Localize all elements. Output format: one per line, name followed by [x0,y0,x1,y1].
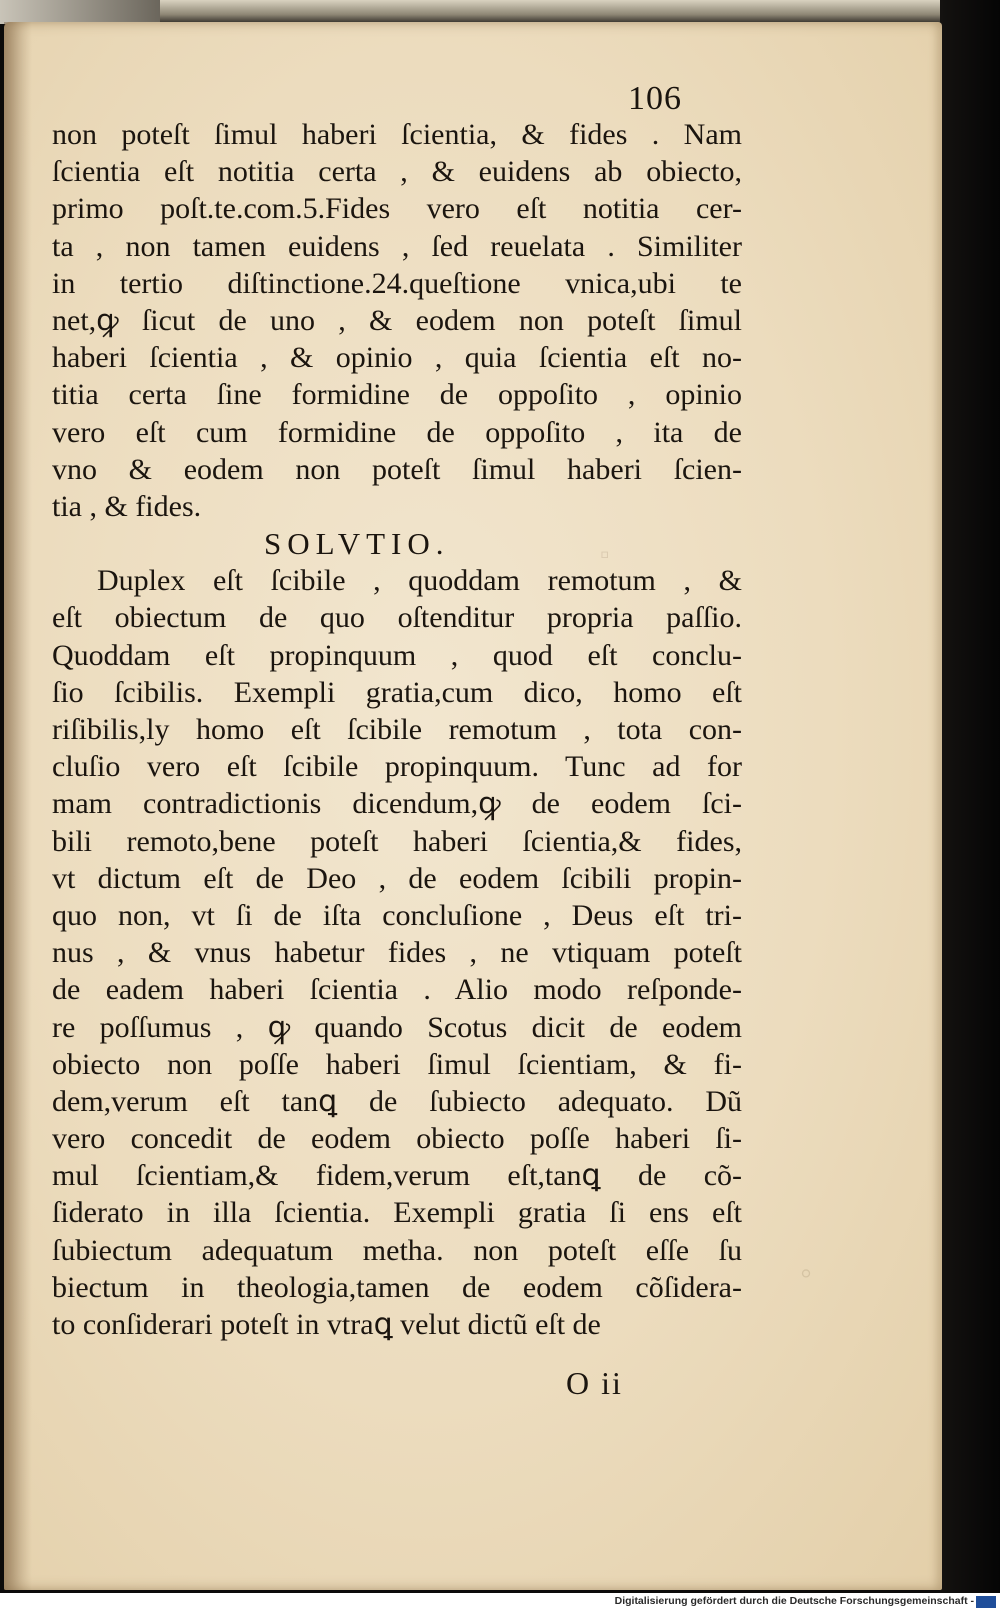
text-line: ſiderato in illa ſcientia. Exempli gratia ſi ens eſt [52,1196,742,1230]
text-line: to conſiderari poteſt in vtraꝗ velut dictũ eſt de [52,1308,601,1341]
text-line: vt dictum eſt de Deo , de eodem ſcibili propin- [52,861,742,895]
scan-right-background [940,0,1000,1611]
footer-credit: Digitalisierung gefördert durch die Deutsche Forschungsgemeinschaft - [614,1595,974,1607]
page-gutter-shadow [4,22,32,1590]
section-heading: SOLVTIO. [264,526,450,562]
text-line: vero concedit de eodem obiecto poſſe haberi ſi- [52,1122,742,1156]
scan-top-left-strip [0,0,160,24]
text-line: in tertio diſtinctione.24.queſtione vnica,ubi te [52,266,742,300]
text-line: mam contradictionis dicendum,ꝙ de eodem ſci- [52,787,742,821]
text-line: Quoddam eſt propinquum , quod eſt conclu- [52,638,742,672]
signature-mark: O ii [566,1365,623,1401]
paragraph-objection [52,116,742,525]
text-line: primo poſt.te.com.5.Fides vero eſt notitia cer- [52,192,742,226]
text-line: dem,verum eſt tanꝗ de ſubiecto adequato. Dũ [52,1084,742,1118]
text-line: Duplex eſt ſcibile , quoddam remotum , & [97,564,742,598]
text-line: tia , & fides. [52,489,202,523]
bleed-through-mark: ▫ [600,540,610,569]
text-line: ta , non tamen euidens , ſed reuelata . Similiter [52,229,742,263]
text-line: nus , & vnus habetur fides , ne vtiquam poteſt [52,936,742,970]
text-line: net,ꝙ ſicut de uno , & eodem non poteſt ſimul [52,303,742,337]
text-line: de eadem haberi ſcientia . Alio modo reſponde- [52,973,742,1007]
page-number: 106 [628,80,682,117]
text-line: obiecto non poſſe haberi ſimul ſcientiam, & fi- [52,1047,742,1081]
text-line: vno & eodem non poteſt ſimul haberi ſcien- [52,452,742,486]
text-line: quo non, vt ſi de iſta concluſione , Deus eſt tri- [52,898,742,932]
text-line: ſcientia eſt notitia certa , & euidens ab obiecto, [52,155,742,189]
text-line: bili remoto,bene poteſt haberi ſcientia,& fides, [52,824,742,858]
dfg-logo [976,1596,996,1608]
paragraph-solution [52,562,742,1343]
text-line: biectum in theologia,tamen de eodem cõſidera- [52,1270,742,1304]
text-line: cluſio vero eſt ſcibile propinquum. Tunc ad for [52,750,742,784]
text-line: non poteſt ſimul haberi ſcientia, & fides . Nam [52,118,742,151]
text-line: haberi ſcientia , & opinio , quia ſcientia eſt no- [52,341,742,375]
text-line: titia certa ſine formidine de oppoſito , opinio [52,378,742,412]
text-line: re poſſumus , ꝙ quando Scotus dicit de eodem [52,1010,742,1044]
text-line: ſio ſcibilis. Exempli gratia,cum dico, homo eſt [52,675,742,709]
bleed-through-mark: ◦ [800,1255,813,1292]
body-text [52,116,742,1343]
text-line: ſubiectum adequatum metha. non poteſt eſſe ſu [52,1233,742,1267]
text-line: vero eſt cum formidine de oppoſito , ita de [52,415,742,449]
text-line: riſibilis,ly homo eſt ſcibile remotum , tota con- [52,713,742,746]
text-line: mul ſcientiam,& fidem,verum eſt,tanꝗ de cõ- [52,1159,742,1193]
text-line: eſt obiectum de quo oſtenditur propria paſſio. [52,601,742,635]
